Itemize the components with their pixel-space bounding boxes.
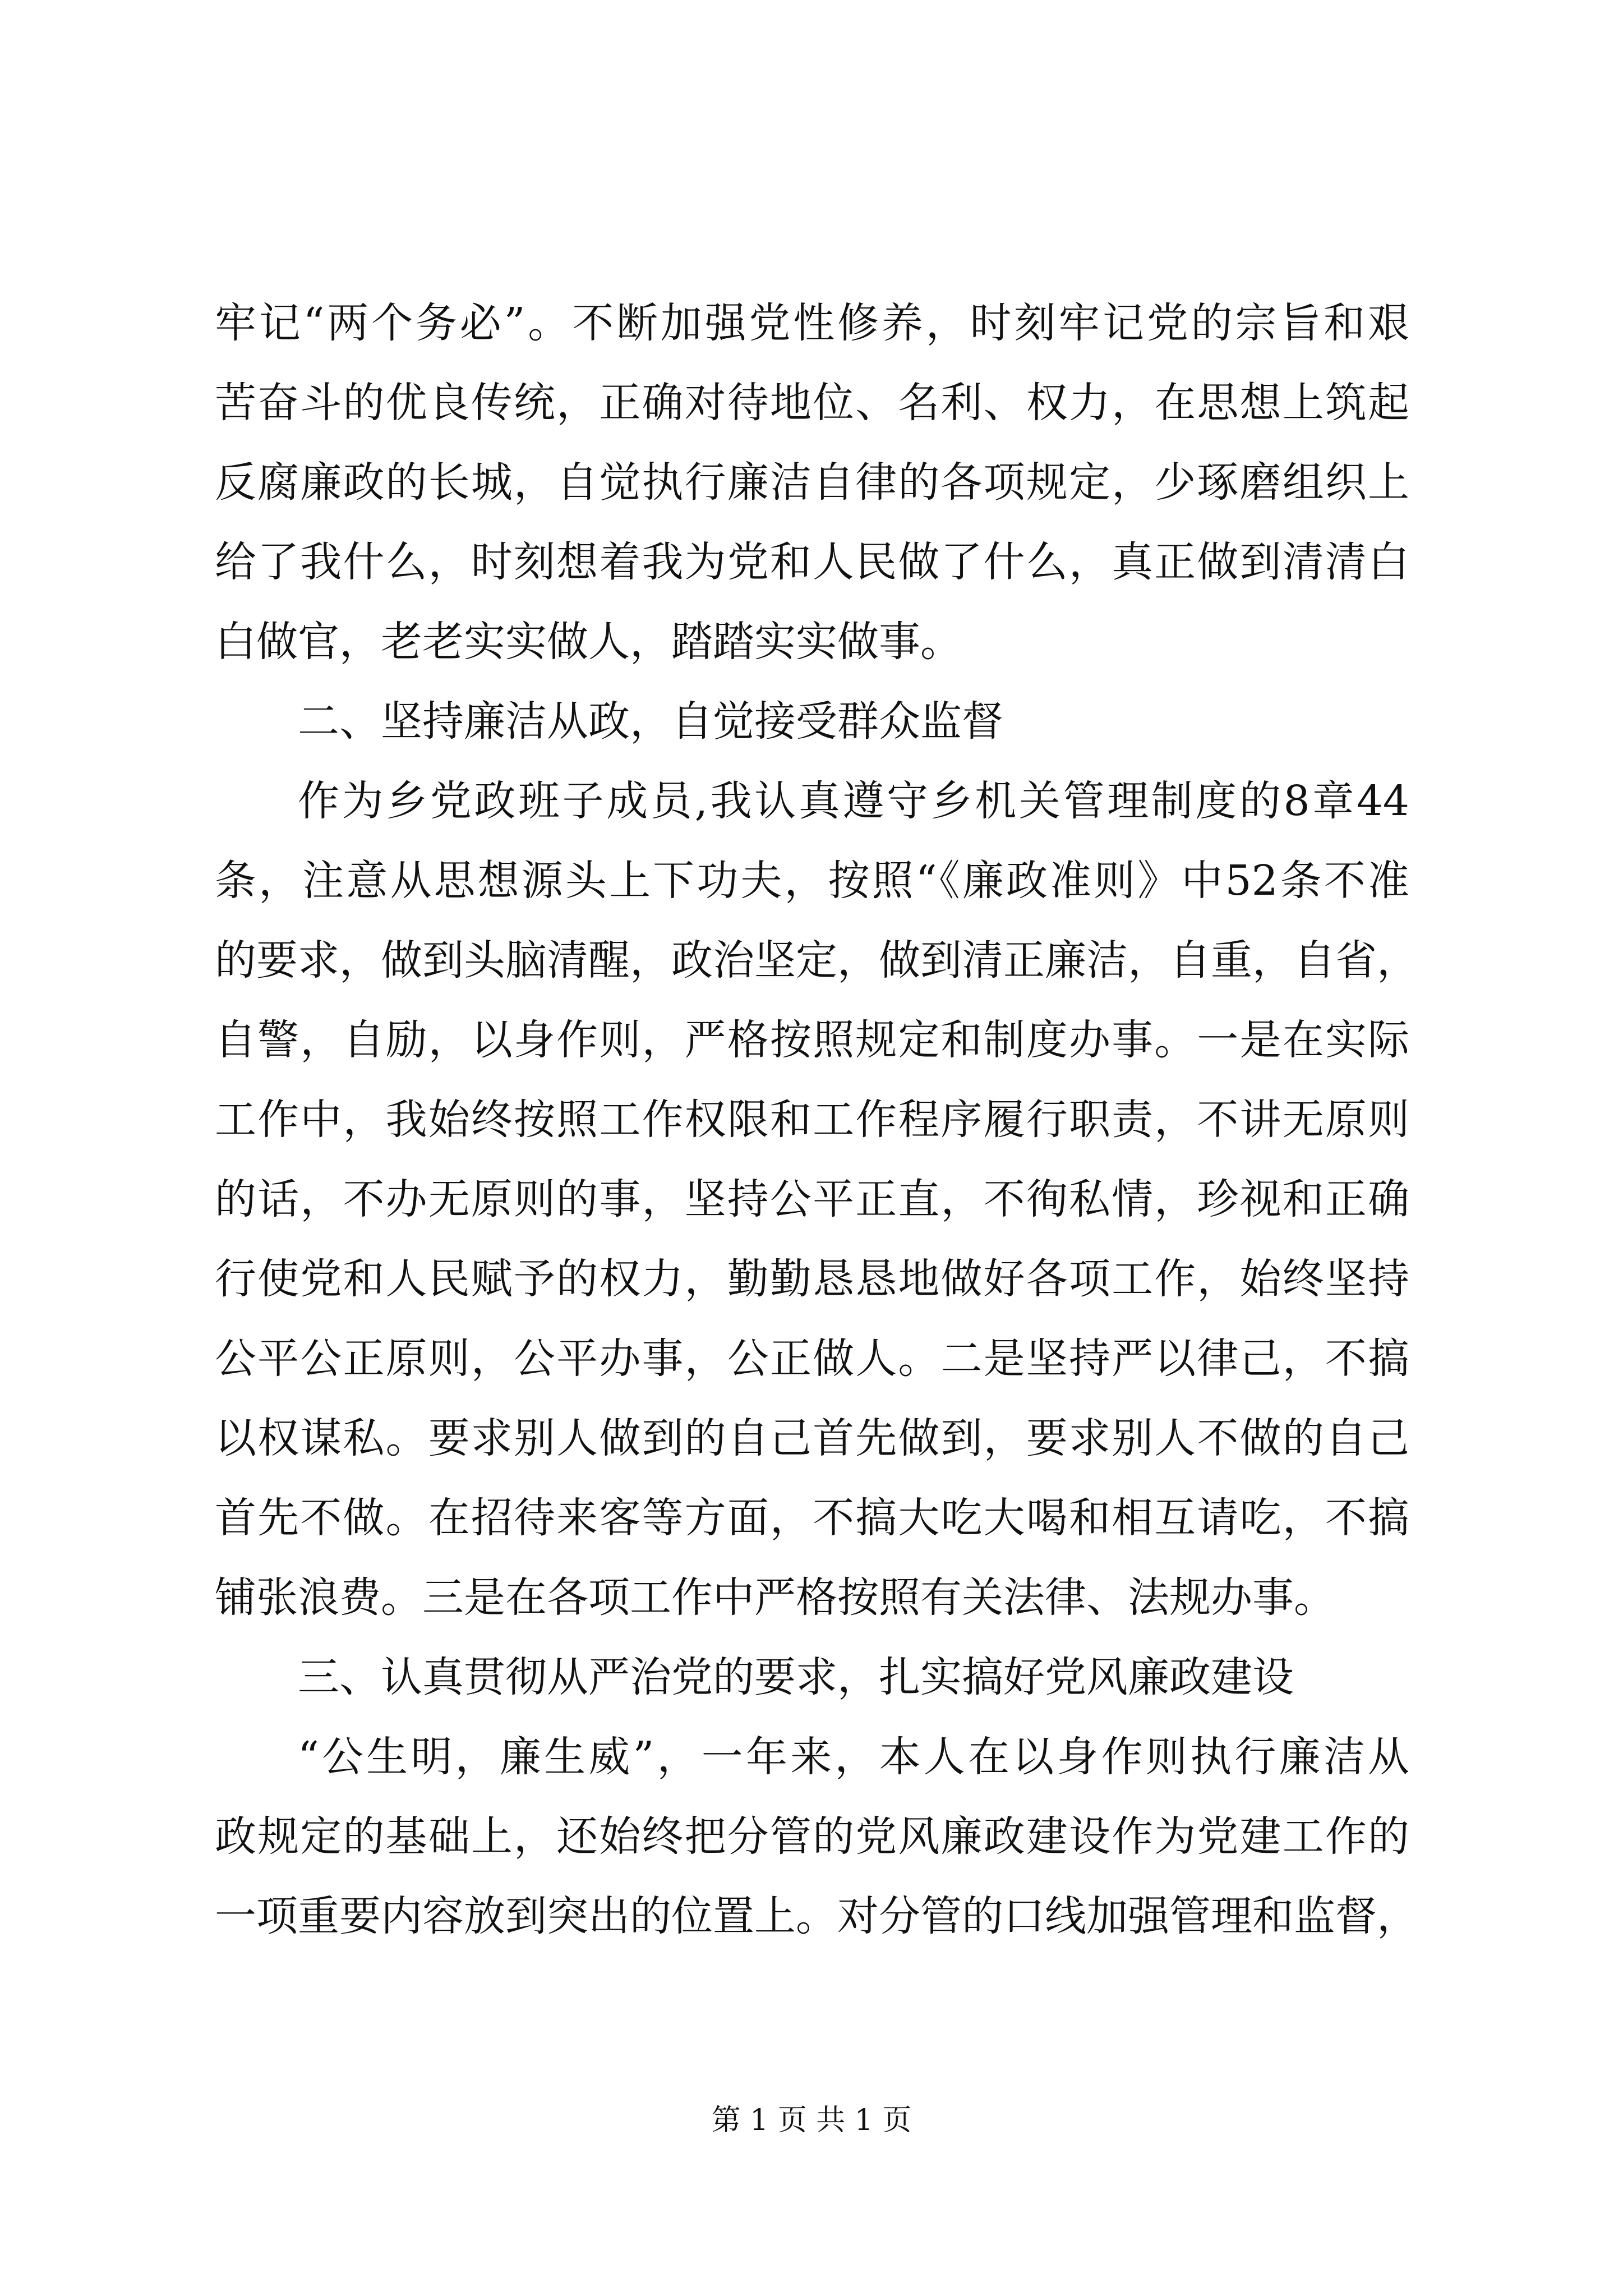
text-line: 一项重要内容放到突出的位置上。对分管的口线加强管理和监督， [215, 1892, 1418, 1940]
text-line: 工作中，我始终按照工作权限和工作程序履行职责，不讲无原则 [215, 1096, 1409, 1144]
text-line: 的要求，做到头脑清醒，政治坚定，做到清正廉洁，自重，自省， [215, 936, 1418, 984]
text-line: “公生明，廉生威”，一年来，本人在以身作则执行廉洁从 [298, 1733, 1409, 1781]
text-line: 自警，自励，以身作则，严格按照规定和制度办事。一是在实际 [215, 1016, 1409, 1064]
text-line: 政规定的基础上，还始终把分管的党风廉政建设作为党建工作的 [215, 1812, 1409, 1861]
text-line: 白做官，老老实实做人，踏踏实实做事。 [215, 618, 962, 666]
text-line: 作为乡党政班子成员,我认真遵守乡机关管理制度的8章44 [298, 777, 1409, 825]
text-line: 牢记“两个务必”。不断加强党性修养，时刻牢记党的宗旨和艰 [215, 299, 1409, 347]
text-line: 苦奋斗的优良传统，正确对待地位、名利、权力，在思想上筑起 [215, 379, 1409, 427]
section-heading: 二、坚持廉洁从政，自觉接受群众监督 [298, 697, 1003, 746]
page-footer: 第 1 页 共 1 页 [711, 2104, 912, 2137]
text-line: 反腐廉政的长城，自觉执行廉洁自律的各项规定，少琢磨组织上 [215, 458, 1409, 507]
text-line: 首先不做。在招待来客等方面，不搞大吃大喝和相互请吃，不搞 [215, 1494, 1409, 1542]
text-line: 条，注意从思想源头上下功夫，按照“《廉政准则》中52条不准 [215, 857, 1409, 905]
text-line: 给了我什么，时刻想着我为党和人民做了什么，真正做到清清白 [215, 538, 1409, 586]
text-line: 公平公正原则，公平办事，公正做人。二是坚持严以律己，不搞 [215, 1335, 1409, 1383]
text-line: 铺张浪费。三是在各项工作中严格按照有关法律、法规办事。 [215, 1573, 1335, 1622]
section-heading: 三、认真贯彻从严治党的要求，扎实搞好党风廉政建设 [298, 1653, 1294, 1701]
text-line: 行使党和人民赋予的权力，勤勤恳恳地做好各项工作，始终坚持 [215, 1255, 1409, 1303]
body-text [215, 283, 1418, 1956]
text-line: 的话，不办无原则的事，坚持公平正直，不徇私情，珍视和正确 [215, 1175, 1409, 1223]
text-line: 以权谋私。要求别人做到的自己首先做到，要求别人不做的自己 [215, 1414, 1409, 1462]
